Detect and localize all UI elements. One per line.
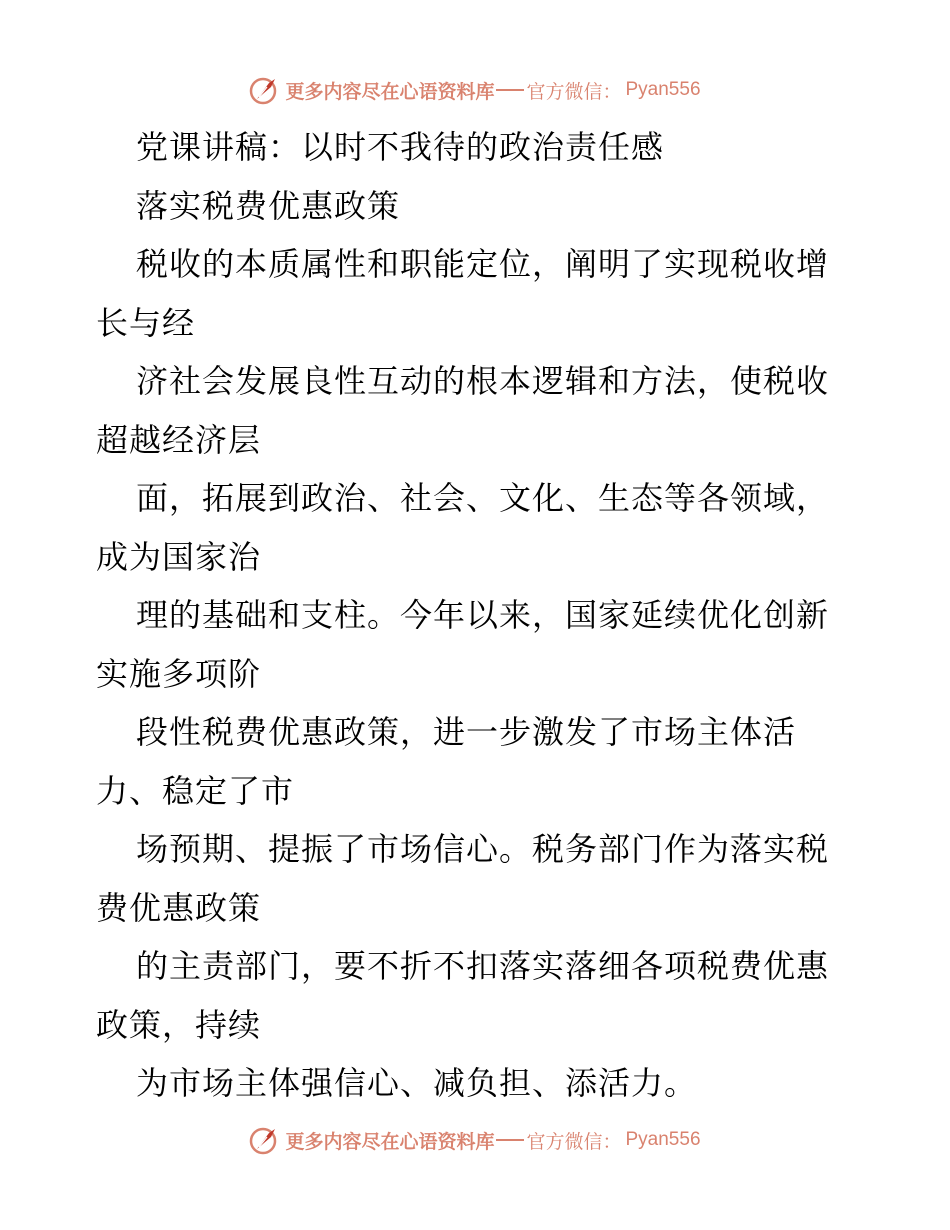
paragraph-line: 面，拓展到政治、社会、文化、生态等各领域，	[136, 479, 830, 517]
paragraph-line: 的主责部门，要不折不扣落实落细各项税费优惠	[136, 947, 830, 985]
paragraph-line: 力、稳定了市	[96, 771, 295, 810]
paragraph-line: 税收的本质属性和职能定位，阐明了实现税收增	[136, 245, 830, 283]
paragraph-line: 济社会发展良性互动的根本逻辑和方法，使税收	[136, 362, 830, 400]
title-line-2: 落实税费优惠政策	[136, 186, 401, 225]
watermark-wechat-id: Pyan556	[625, 1129, 701, 1150]
paragraph-line: 实施多项阶	[96, 654, 262, 693]
paragraph-line: 场预期、提振了市场信心。税务部门作为落实税	[136, 830, 830, 868]
paragraph-line: 理的基础和支柱。今年以来，国家延续优化创新	[136, 596, 830, 634]
header-watermark-banner	[0, 70, 950, 110]
paragraph-line: 段性税费优惠政策，进一步激发了市场主体活	[136, 713, 797, 751]
document-body	[96, 118, 856, 1113]
watermark-wechat-label: 官方微信：	[526, 1130, 622, 1153]
quill-logo-icon	[249, 75, 279, 105]
watermark-dash	[496, 89, 524, 91]
paragraph-line: 长与经	[96, 303, 196, 342]
paragraph-line: 费优惠政策	[96, 888, 262, 927]
paragraph-line: 成为国家治	[96, 537, 262, 576]
watermark-wechat-label: 官方微信：	[526, 80, 622, 103]
watermark-site-text: 更多内容尽在心语资料库	[285, 80, 495, 103]
watermark-dash	[496, 1139, 524, 1141]
paragraph-line: 超越经济层	[96, 420, 262, 459]
paragraph-line: 政策，持续	[96, 1005, 262, 1044]
watermark-site-text: 更多内容尽在心语资料库	[285, 1130, 495, 1153]
footer-watermark-banner	[0, 1120, 950, 1160]
watermark-wechat-id: Pyan556	[625, 79, 701, 100]
paragraph-line: 为市场主体强信心、减负担、添活力。	[136, 1064, 698, 1102]
quill-logo-icon	[249, 1125, 279, 1155]
title-line-1: 党课讲稿：以时不我待的政治责任感	[136, 128, 665, 166]
